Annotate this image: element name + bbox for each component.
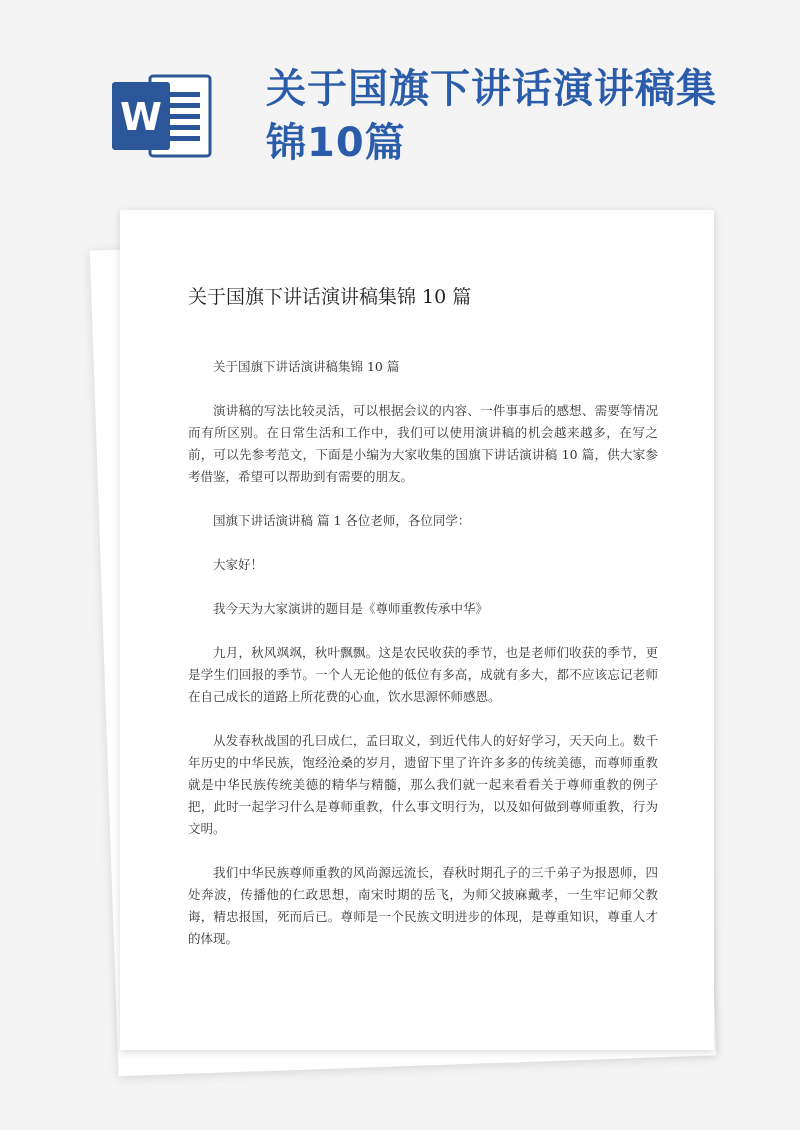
page-title: 关于国旗下讲话演讲稿集锦10篇 — [266, 66, 717, 166]
document-page — [120, 210, 714, 1050]
word-document-icon — [110, 72, 214, 160]
paragraph: 国旗下讲话演讲稿 篇 1 各位老师，各位同学： — [213, 513, 471, 528]
paragraph: 从发春秋战国的孔曰成仁，孟曰取义，到近代伟人的好好学习，天天向上。数千年历史的中华民族，饱经沧桑的岁月，遗留下里了许许多多的传统美德，而尊师重教就是中华民族传统美德的精华与精髓，那么我们就一起来看看关于尊师重教的例子把，此时一起学习什么是尊师重教，什么事文明行为，以及如何做到尊师重教，行为文明。 — [188, 733, 658, 836]
paragraph: 演讲稿的写法比较灵活，可以根据会议的内容、一件事事后的感想、需要等情况而有所区别。在日常生活和工作中，我们可以使用演讲稿的机会越来越多，在写之前，可以先参考范文，下面是小编为大家收集的国旗下讲话演讲稿 10 篇，供大家参考借鉴，希望可以帮助到有需要的朋友。 — [188, 403, 658, 484]
document-title: 关于国旗下讲话演讲稿集锦 10 篇 — [188, 286, 472, 308]
paragraph: 关于国旗下讲话演讲稿集锦 10 篇 — [213, 359, 400, 374]
paragraph: 我们中华民族尊师重教的风尚源远流长，春秋时期孔子的三千弟子为报恩师，四处奔波，传播他的仁政思想，南宋时期的岳飞，为师父披麻戴孝，一生牢记师父教诲，精忠报国，死而后已。尊师是一个民族文明进步的体现，是尊重知识，尊重人才的体现。 — [188, 865, 658, 946]
paragraph: 我今天为大家演讲的题目是《尊师重教传承中华》 — [213, 601, 489, 616]
paragraph: 九月，秋风飒飒，秋叶飘飘。这是农民收获的季节，也是老师们收获的季节，更是学生们回报的季节。一个人无论他的低位有多高，成就有多大，都不应该忘记老师在自己成长的道路上所花费的心血，饮水思源怀师感恩。 — [188, 645, 658, 704]
document-body — [188, 356, 658, 972]
paragraph: 大家好！ — [213, 557, 264, 572]
word-logo-letter: W — [120, 95, 162, 139]
